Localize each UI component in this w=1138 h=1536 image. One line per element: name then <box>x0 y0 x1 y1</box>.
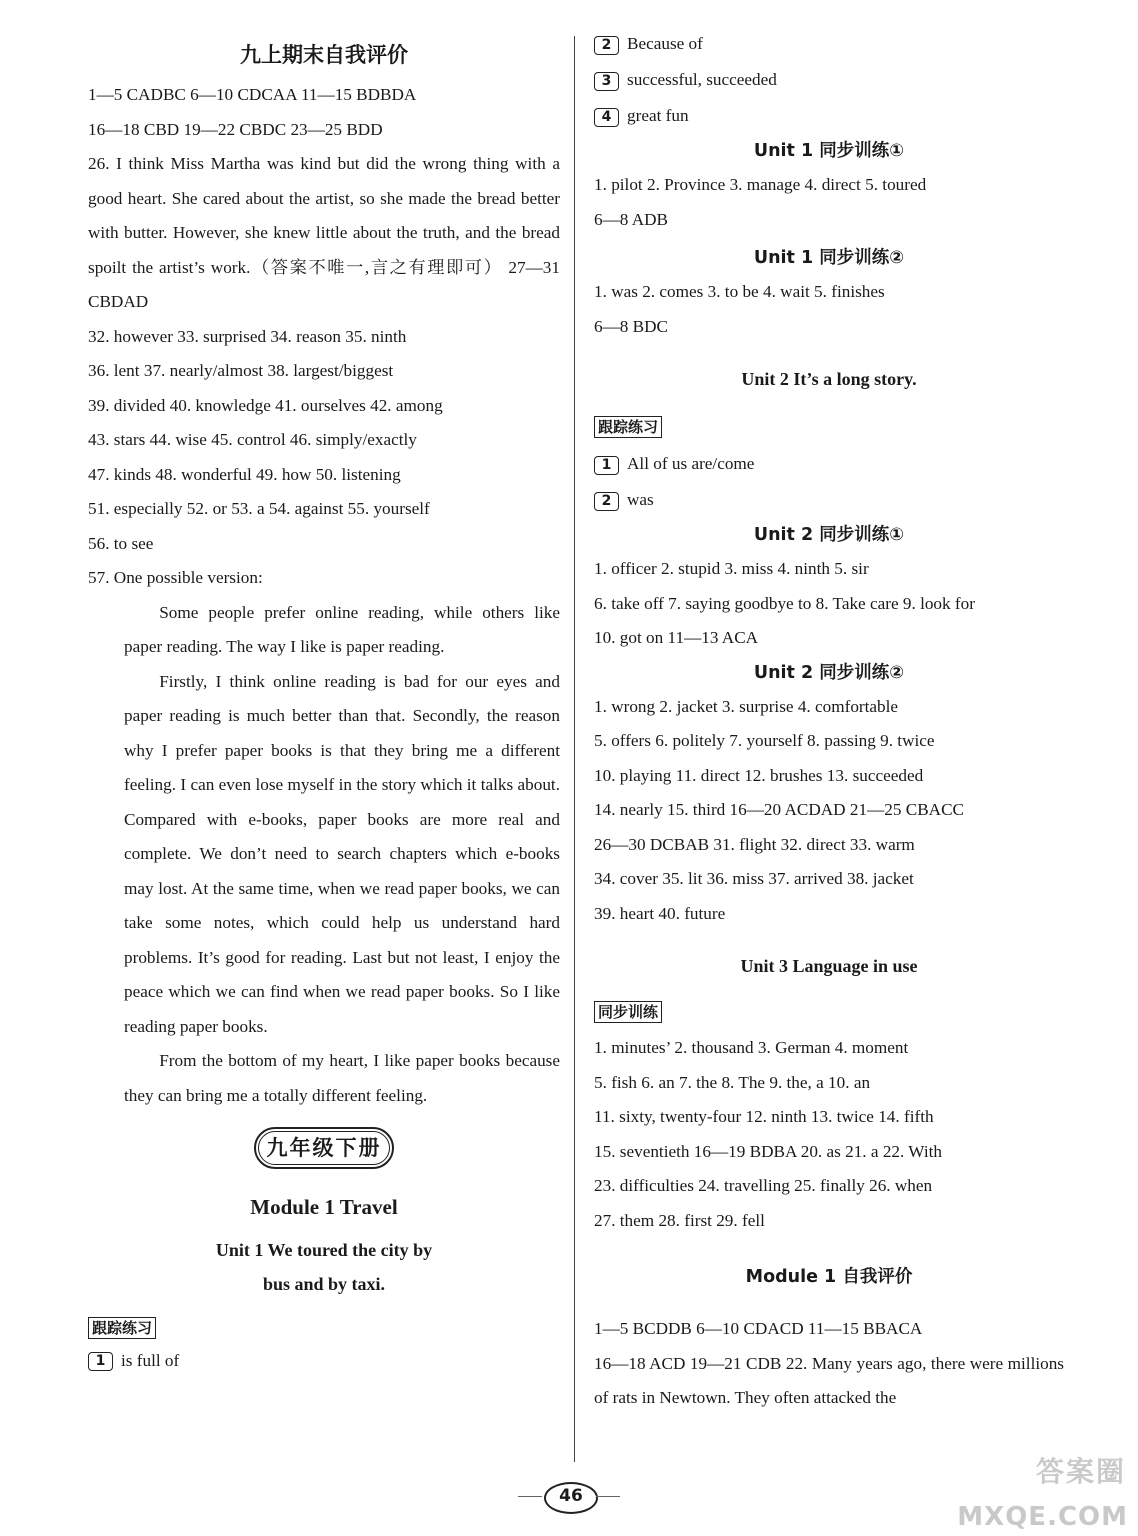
unit2-sync2-title: Unit 2 同步训练② <box>753 662 905 683</box>
answer-line: 1. wrong 2. jacket 3. surprise 4. comfortable <box>594 696 899 716</box>
answer-line: 5. fish 6. an 7. the 8. The 9. the, a 10. an <box>594 1072 871 1092</box>
tag-line <box>594 414 1064 440</box>
item-number-badge: 2 <box>594 36 619 55</box>
tag-line <box>88 1311 560 1346</box>
answer-line: 1. pilot 2. Province 3. manage 4. direct 5. toured <box>594 175 927 194</box>
answer-line: 27. them 28. first 29. fell <box>594 1210 765 1230</box>
answer-line: 1—5 BCDDB 6—10 CDACD 11—15 BBACA <box>594 1319 923 1338</box>
essay-paragraph: From the bottom of my heart, I like paper books because they can bring me a totally different feeling. <box>124 1051 560 1105</box>
answer-line: 39. divided 40. knowledge 41. ourselves 42. among <box>88 395 443 415</box>
unit2-title: Unit 2 It’s a long story. <box>741 369 917 389</box>
track-item-text: Because of <box>627 34 703 53</box>
track-item-text: is full of <box>121 1350 180 1370</box>
tag-sync-practice: 同步训练 <box>594 1001 662 1023</box>
answer-line: 6—8 ADB <box>594 209 669 229</box>
answer-line: 57. One possible version: <box>88 568 263 587</box>
track-item-text: great fun <box>627 106 689 125</box>
track-item <box>594 446 1064 482</box>
module-title: Module 1 Travel <box>250 1195 398 1219</box>
unit2-sync1-title: Unit 2 同步训练① <box>753 525 905 545</box>
answer-line: 36. lent 37. nearly/almost 38. largest/biggest <box>88 361 394 380</box>
answer-line: 16—18 CBD 19—22 CBDC 23—25 BDD <box>88 119 383 139</box>
answer-line: 34. cover 35. lit 36. miss 37. arrived 38. jacket <box>594 869 914 888</box>
watermark-logo <box>948 1448 1134 1532</box>
answer-line: 6—8 BDC <box>594 316 669 336</box>
track-item-text: All of us are/come <box>627 454 755 473</box>
answer-line: 1—5 CADBC 6—10 CDCAA 11—15 BDBDA <box>88 85 417 104</box>
left-column <box>88 26 560 1376</box>
answer-line: 6. take off 7. saying goodbye to 8. Take care 9. look for <box>594 593 975 613</box>
track-item <box>594 482 1064 518</box>
page-number <box>518 1480 620 1514</box>
page-number-text: 46 <box>559 1486 583 1506</box>
item-number-badge: 3 <box>594 72 619 91</box>
answer-line: 23. difficulties 24. travelling 25. finally 26. when <box>594 1176 933 1195</box>
unit1-sync1-title: Unit 1 同步训练① <box>753 141 905 161</box>
track-item <box>594 26 1064 62</box>
answer-line: 1. officer 2. stupid 3. miss 4. ninth 5. sir <box>594 559 869 578</box>
answer-line: 15. seventieth 16—19 BDBA 20. as 21. a 22. With <box>594 1141 942 1161</box>
essay <box>88 596 560 1114</box>
answer-line: 1. minutes’ 2. thousand 3. German 4. moment <box>594 1038 909 1057</box>
grade-banner-label: 九年级下册 <box>266 1136 382 1160</box>
answer-line: 1. was 2. comes 3. to be 4. wait 5. finishes <box>594 282 885 301</box>
module1-eval-title: Module 1 自我评价 <box>745 1267 913 1287</box>
track-item <box>88 1346 560 1376</box>
unit1-title-line1: Unit 1 We toured the city by <box>215 1240 433 1260</box>
answer-line: 14. nearly 15. third 16—20 ACDAD 21—25 CBACC <box>594 800 965 819</box>
answer-line: 51. especially 52. or 53. a 54. against 55. yourself <box>88 499 430 518</box>
item-number-badge: 1 <box>594 456 619 475</box>
answer-line: 47. kinds 48. wonderful 49. how 50. listening <box>88 464 401 484</box>
page-number-left-rule <box>518 1496 542 1497</box>
item-number-badge: 2 <box>594 492 619 511</box>
section-title-final-eval: 九上期末自我评价 <box>240 43 408 67</box>
tag-line <box>594 999 1064 1025</box>
item-number-badge: 4 <box>594 108 619 127</box>
track-item-text: was <box>627 490 654 509</box>
essay-paragraph: Some people prefer online reading, while others like paper reading. The way I like is paper reading. <box>124 602 560 656</box>
answer-line: 10. got on 11—13 ACA <box>594 628 759 647</box>
track-item <box>594 98 1064 134</box>
watermark-text-url: MXQE.COM <box>957 1502 1128 1532</box>
answer-line: 43. stars 44. wise 45. control 46. simply/exactly <box>88 430 417 449</box>
answer-line: 32. however 33. surprised 34. reason 35. ninth <box>88 326 407 346</box>
watermark-text-cn: 答案圈 <box>1035 1455 1126 1488</box>
answer-paragraph-22: 16—18 ACD 19—21 CDB 22. Many years ago, there were millions of rats in Newtown. They often attacked the <box>594 1353 1064 1407</box>
answer-line: 10. playing 11. direct 12. brushes 13. succeeded <box>594 765 924 785</box>
unit1-sync2-title: Unit 1 同步训练② <box>753 248 905 268</box>
answer-paragraph-26: 26. I think Miss Martha was kind but did the wrong thing with a good heart. She cared about the artist, so she made the bread better with butter. However, she knew little about the truth, and the bread spoilt the artist’s work.（答案不唯一,言之有理即可） 27—31 CBDAD <box>88 154 560 311</box>
page-number-right-rule <box>596 1496 620 1497</box>
unit3-title: Unit 3 Language in use <box>740 956 918 976</box>
track-item <box>594 62 1064 98</box>
item-number-badge: 1 <box>88 1352 113 1371</box>
essay-paragraph: Firstly, I think online reading is bad for our eyes and paper reading is much better than that. Secondly, the reason why I prefer paper books is that they bring me a different feeling. I can even lose myself in the story which it talks about. Compared with e-books, paper books are more real and complete. We don’t need to search chapters which e-books may lost. At the same time, when we read paper books, we can take some notes, which could help us understand hard problems. It’s good for reading. Last but not least, I enjoy the peace which we can find when we read paper books. So I like reading paper books. <box>124 671 560 1036</box>
grade-banner <box>254 1127 394 1169</box>
right-column <box>594 26 1064 1416</box>
track-item-text: successful, succeeded <box>627 70 777 89</box>
answer-line: 39. heart 40. future <box>594 903 726 923</box>
answer-line: 26—30 DCBAB 31. flight 32. direct 33. warm <box>594 834 915 854</box>
answer-line: 5. offers 6. politely 7. yourself 8. passing 9. twice <box>594 731 935 750</box>
tag-track-practice: 跟踪练习 <box>594 416 662 438</box>
answer-line: 56. to see <box>88 533 154 553</box>
column-divider <box>574 36 575 1462</box>
unit1-title-line2: bus and by taxi. <box>262 1274 386 1294</box>
answer-line: 11. sixty, twenty-four 12. ninth 13. twice 14. fifth <box>594 1107 934 1126</box>
tag-track-practice: 跟踪练习 <box>88 1317 156 1339</box>
